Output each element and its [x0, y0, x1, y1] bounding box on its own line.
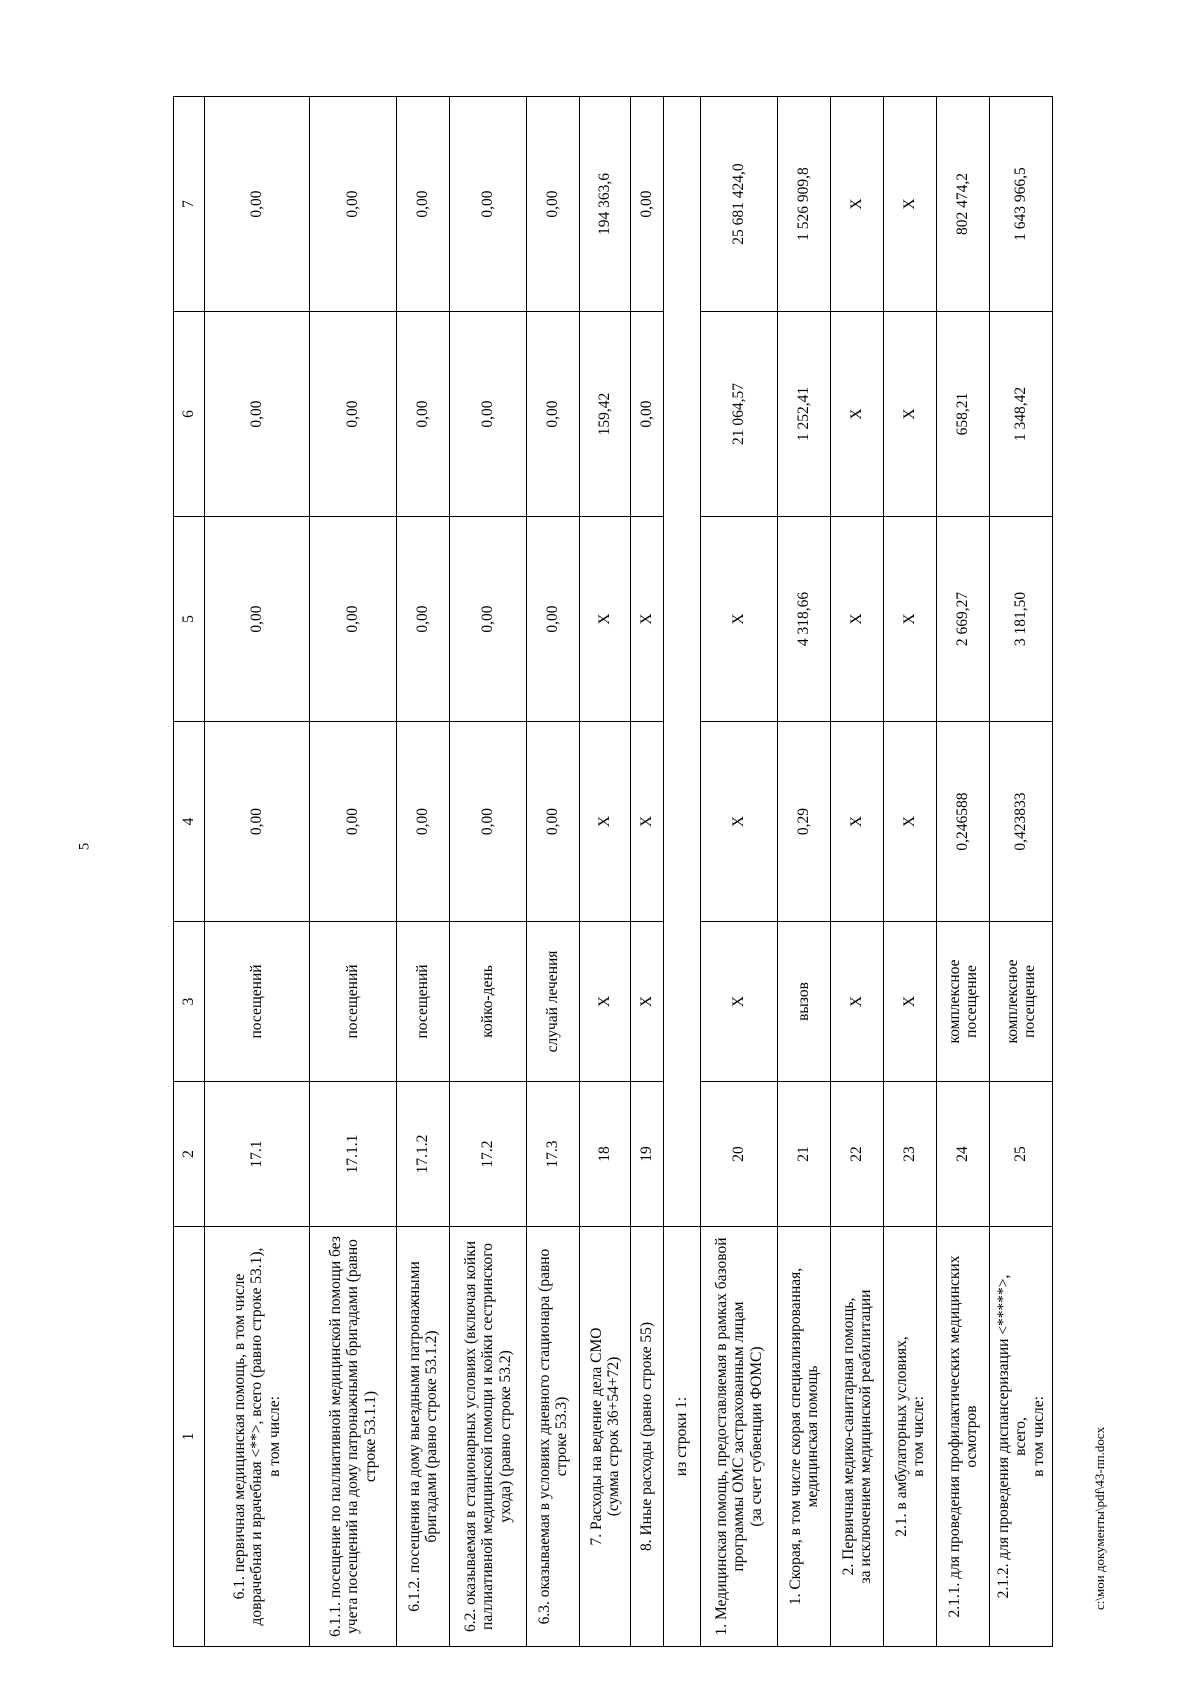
table-section-row — [664, 97, 701, 1647]
table-cell: вызов — [778, 922, 831, 1082]
table-row — [527, 97, 580, 1647]
table-cell: X — [884, 517, 937, 722]
row-label: 2.1.1. для проведения профилактических медицинских осмотров — [937, 1227, 990, 1647]
table-cell: 0,00 — [450, 97, 527, 312]
table-row — [884, 97, 937, 1647]
table-cell: 0,00 — [205, 312, 310, 517]
table-cell: 0,00 — [397, 722, 450, 922]
table-cell: 0,00 — [205, 97, 310, 312]
table-cell: 0,423833 — [990, 722, 1053, 922]
table-cell: 22 — [831, 1082, 884, 1227]
table-cell: 4 318,66 — [778, 517, 831, 722]
table-cell: 0,00 — [527, 97, 580, 312]
table-cell: X — [831, 722, 884, 922]
table-cell: X — [631, 922, 664, 1082]
data-table — [173, 96, 1053, 1647]
row-label: 6.1.2. посещения на дому выездными патронажными бригадами (равно строке 53.1.2) — [397, 1227, 450, 1647]
table-cell: 21 — [778, 1082, 831, 1227]
table-row — [310, 97, 397, 1647]
table-cell: 24 — [937, 1082, 990, 1227]
table-cell: 0,00 — [397, 517, 450, 722]
table-cell: X — [701, 722, 778, 922]
table-cell: X — [831, 922, 884, 1082]
table-row — [778, 97, 831, 1647]
table-cell: X — [831, 312, 884, 517]
table-cell: 658,21 — [937, 312, 990, 517]
table-cell: посещений — [310, 922, 397, 1082]
table-cell: 802 474,2 — [937, 97, 990, 312]
table-cell: 0,00 — [205, 517, 310, 722]
rotated-table-container — [173, 97, 1047, 1647]
table-cell: случай лечения — [527, 922, 580, 1082]
row-label: 2.1. в амбулаторных условиях, в том числе: — [884, 1227, 937, 1647]
table-cell: посещений — [205, 922, 310, 1082]
table-cell: X — [580, 517, 631, 722]
table-header-cell: 1 — [174, 1227, 205, 1647]
row-label: 1. Скорая, в том числе скорая специализированная, медицинская помощь — [778, 1227, 831, 1647]
table-cell: 0,00 — [450, 517, 527, 722]
row-label: 2. Первичная медико-санитарная помощь, за исключением медицинской реабилитации — [831, 1227, 884, 1647]
table-cell: 0,00 — [450, 312, 527, 517]
row-label: 2.1.2. для проведения диспансеризации <*****>, всего, в том числе: — [990, 1227, 1053, 1647]
table-cell: 0,00 — [310, 722, 397, 922]
table-cell: X — [884, 312, 937, 517]
table-cell: 0,00 — [631, 97, 664, 312]
table-cell: 19 — [631, 1082, 664, 1227]
table-cell: X — [580, 722, 631, 922]
table-cell: 0,00 — [527, 722, 580, 922]
table-cell: 21 064,57 — [701, 312, 778, 517]
table-cell: посещений — [397, 922, 450, 1082]
table-cell: 0,00 — [397, 312, 450, 517]
table-cell: 25 — [990, 1082, 1053, 1227]
table-header-cell: 3 — [174, 922, 205, 1082]
row-label: 6.3. оказываемая в условиях дневного стационара (равно строке 53.3) — [527, 1227, 580, 1647]
table-row — [990, 97, 1053, 1647]
table-cell: 0,00 — [310, 97, 397, 312]
table-cell: 3 181,50 — [990, 517, 1053, 722]
row-label: 6.1.1. посещение по паллиативной медицинской помощи без учета посещений на дому патронажными бригадами (равно строке 53.1.1) — [310, 1227, 397, 1647]
table-row — [701, 97, 778, 1647]
table-cell: 0,00 — [631, 312, 664, 517]
table-cell: 17.2 — [450, 1082, 527, 1227]
table-cell: 2 669,27 — [937, 517, 990, 722]
row-label: 7. Расходы на ведение дела СМО (сумма строк 36+54+72) — [580, 1227, 631, 1647]
page-number: 5 — [76, 842, 93, 851]
table-cell: 1 526 909,8 — [778, 97, 831, 312]
table-cell: 0,00 — [205, 722, 310, 922]
table-cell: 17.3 — [527, 1082, 580, 1227]
table-cell: 0,29 — [778, 722, 831, 922]
table-cell: 0,00 — [397, 97, 450, 312]
table-cell: X — [884, 922, 937, 1082]
table-cell: 18 — [580, 1082, 631, 1227]
table-row — [450, 97, 527, 1647]
table-cell: 17.1.2 — [397, 1082, 450, 1227]
table-cell: 0,00 — [527, 312, 580, 517]
table-cell: X — [884, 722, 937, 922]
table-cell: комплексное посещение — [990, 922, 1053, 1082]
table-cell: X — [580, 922, 631, 1082]
table-header-cell: 5 — [174, 517, 205, 722]
table-cell: 1 252,41 — [778, 312, 831, 517]
table-cell: 17.1.1 — [310, 1082, 397, 1227]
table-cell: койко-день — [450, 922, 527, 1082]
footer-file-path: c:\мои документы\pdf\43-пп.docx — [1092, 1426, 1107, 1610]
table-cell: X — [631, 722, 664, 922]
table-cell: 0,00 — [450, 722, 527, 922]
table-cell: X — [884, 97, 937, 312]
table-row — [631, 97, 664, 1647]
table-row — [831, 97, 884, 1647]
table-cell: X — [831, 517, 884, 722]
table-cell: X — [831, 97, 884, 312]
table-header-cell: 2 — [174, 1082, 205, 1227]
table-cell: X — [701, 922, 778, 1082]
table-row — [397, 97, 450, 1647]
table-row — [580, 97, 631, 1647]
table-cell: 194 363,6 — [580, 97, 631, 312]
table-cell: комплексное посещение — [937, 922, 990, 1082]
table-row — [205, 97, 310, 1647]
row-label: 6.2. оказываемая в стационарных условиях (включая койки паллиативной медицинской помощи и койки сестринского ухода) (равно строке 53.2) — [450, 1227, 527, 1647]
table-cell: 17.1 — [205, 1082, 310, 1227]
row-label: 1. Медицинская помощь, предоставляемая в рамках базовой программы ОМС застрахованным лицам (за счет субвенции ФОМС) — [701, 1227, 778, 1647]
row-label: 8. Иные расходы (равно строке 55) — [631, 1227, 664, 1647]
table-header-row — [174, 97, 205, 1647]
table-header-cell: 6 — [174, 312, 205, 517]
table-cell: 159,42 — [580, 312, 631, 517]
table-cell: 23 — [884, 1082, 937, 1227]
section-label: из строки 1: — [664, 1227, 701, 1647]
table-row — [937, 97, 990, 1647]
table-cell: 0,246588 — [937, 722, 990, 922]
table-cell: 20 — [701, 1082, 778, 1227]
table-cell: 0,00 — [310, 312, 397, 517]
row-label: 6.1. первичная медицинская помощь, в том числе доврачебная и врачебная <**>, всего (равно строке 53.1), в том числе: — [205, 1227, 310, 1647]
table-cell: 1 643 966,5 — [990, 97, 1053, 312]
table-cell: 25 681 424,0 — [701, 97, 778, 312]
table-header-cell: 4 — [174, 722, 205, 922]
table-cell: 0,00 — [310, 517, 397, 722]
table-cell: 1 348,42 — [990, 312, 1053, 517]
table-cell: 0,00 — [527, 517, 580, 722]
section-spacer — [664, 97, 701, 1227]
table-cell: X — [631, 517, 664, 722]
table-cell: X — [701, 517, 778, 722]
table-header-cell: 7 — [174, 97, 205, 312]
